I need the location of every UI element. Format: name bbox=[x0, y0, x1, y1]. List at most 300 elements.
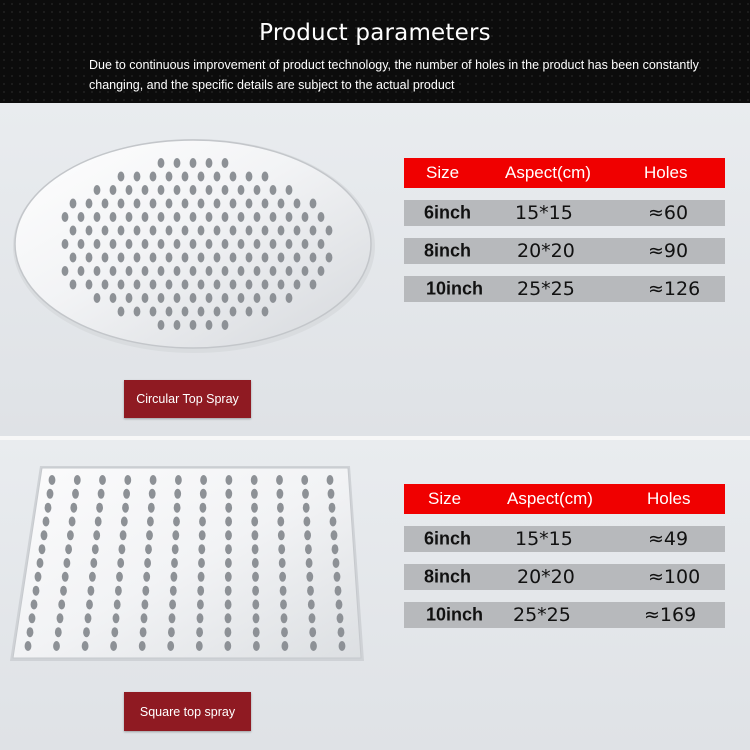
nozzle bbox=[225, 544, 232, 554]
nozzle bbox=[230, 199, 237, 209]
nozzle bbox=[198, 307, 205, 317]
nozzle bbox=[330, 517, 337, 527]
nozzle bbox=[83, 627, 90, 637]
nozzle bbox=[254, 185, 261, 195]
nozzle bbox=[333, 558, 340, 568]
nozzle bbox=[148, 503, 155, 513]
nozzle bbox=[225, 530, 232, 540]
row-size: 6inch bbox=[424, 528, 472, 549]
nozzle bbox=[238, 239, 245, 249]
nozzle bbox=[190, 158, 197, 168]
nozzle bbox=[278, 544, 285, 554]
nozzle bbox=[123, 489, 130, 499]
nozzle bbox=[118, 226, 125, 236]
nozzle bbox=[146, 530, 153, 540]
nozzle bbox=[281, 627, 288, 637]
nozzle bbox=[328, 489, 335, 499]
nozzle bbox=[253, 613, 260, 623]
nozzle bbox=[70, 503, 77, 513]
nozzle bbox=[94, 212, 101, 222]
nozzle bbox=[304, 530, 311, 540]
nozzle bbox=[199, 517, 206, 527]
nozzle bbox=[225, 600, 232, 610]
nozzle bbox=[149, 489, 156, 499]
row-aspect: 25*25 bbox=[517, 278, 575, 300]
nozzle bbox=[182, 172, 189, 182]
nozzle bbox=[336, 600, 343, 610]
table-header bbox=[404, 484, 725, 514]
nozzle bbox=[90, 558, 97, 568]
nozzle bbox=[150, 253, 157, 263]
nozzle bbox=[118, 172, 125, 182]
nozzle bbox=[35, 572, 42, 582]
nozzle bbox=[222, 266, 229, 276]
table-row bbox=[404, 564, 725, 590]
nozzle bbox=[277, 503, 284, 513]
nozzle bbox=[222, 185, 229, 195]
nozzle bbox=[309, 627, 316, 637]
nozzle bbox=[182, 199, 189, 209]
nozzle bbox=[174, 239, 181, 249]
nozzle bbox=[114, 600, 121, 610]
row-aspect: 20*20 bbox=[517, 240, 575, 262]
nozzle bbox=[43, 517, 50, 527]
nozzle bbox=[118, 280, 125, 290]
nozzle bbox=[86, 253, 93, 263]
nozzle bbox=[214, 172, 221, 182]
nozzle bbox=[158, 239, 165, 249]
nozzle bbox=[214, 253, 221, 263]
square-top-spray-label: Square top spray bbox=[124, 692, 251, 731]
row-holes: ≈60 bbox=[648, 202, 689, 224]
nozzle bbox=[206, 212, 213, 222]
nozzle bbox=[88, 586, 95, 596]
nozzle bbox=[337, 613, 344, 623]
nozzle bbox=[113, 613, 120, 623]
nozzle bbox=[134, 172, 141, 182]
nozzle bbox=[102, 199, 109, 209]
nozzle bbox=[198, 280, 205, 290]
nozzle bbox=[206, 158, 213, 168]
nozzle bbox=[150, 226, 157, 236]
row-size: 10inch bbox=[426, 278, 484, 299]
nozzle bbox=[206, 293, 213, 303]
nozzle bbox=[200, 475, 207, 485]
nozzle bbox=[252, 544, 259, 554]
nozzle bbox=[222, 320, 229, 330]
nozzle bbox=[158, 158, 165, 168]
nozzle bbox=[82, 641, 89, 651]
nozzle bbox=[118, 253, 125, 263]
nozzle bbox=[78, 266, 85, 276]
nozzle bbox=[302, 212, 309, 222]
nozzle bbox=[254, 212, 261, 222]
nozzle bbox=[53, 641, 60, 651]
nozzle bbox=[126, 266, 133, 276]
nozzle bbox=[93, 530, 100, 540]
nozzle bbox=[246, 226, 253, 236]
header-aspect: Aspect(cm) bbox=[507, 489, 593, 508]
nozzle bbox=[294, 226, 301, 236]
nozzle bbox=[230, 280, 237, 290]
nozzle bbox=[301, 475, 308, 485]
nozzle bbox=[338, 627, 345, 637]
nozzle bbox=[190, 320, 197, 330]
nozzle bbox=[190, 239, 197, 249]
nozzle bbox=[309, 613, 316, 623]
nozzle bbox=[246, 172, 253, 182]
nozzle bbox=[270, 212, 277, 222]
nozzle bbox=[126, 239, 133, 249]
nozzle bbox=[70, 280, 77, 290]
nozzle bbox=[206, 320, 213, 330]
nozzle bbox=[126, 212, 133, 222]
nozzle bbox=[262, 280, 269, 290]
header-size: Size bbox=[426, 163, 460, 182]
nozzle bbox=[70, 199, 77, 209]
nozzle bbox=[110, 293, 117, 303]
nozzle bbox=[29, 613, 36, 623]
nozzle bbox=[277, 489, 284, 499]
nozzle bbox=[166, 226, 173, 236]
nozzle bbox=[270, 293, 277, 303]
nozzle bbox=[225, 489, 232, 499]
nozzle bbox=[110, 212, 117, 222]
nozzle bbox=[140, 627, 147, 637]
nozzle bbox=[174, 320, 181, 330]
nozzle bbox=[206, 185, 213, 195]
nozzle bbox=[327, 475, 334, 485]
nozzle bbox=[310, 253, 317, 263]
nozzle bbox=[142, 586, 149, 596]
nozzle bbox=[251, 517, 258, 527]
nozzle bbox=[182, 226, 189, 236]
nozzle bbox=[253, 641, 260, 651]
nozzle bbox=[230, 253, 237, 263]
nozzle bbox=[31, 600, 38, 610]
nozzle bbox=[329, 503, 336, 513]
nozzle bbox=[286, 185, 293, 195]
nozzle bbox=[37, 558, 44, 568]
nozzle bbox=[254, 293, 261, 303]
table-row bbox=[404, 526, 725, 552]
nozzle bbox=[139, 641, 146, 651]
nozzle bbox=[62, 212, 69, 222]
nozzle bbox=[167, 641, 174, 651]
nozzle bbox=[197, 600, 204, 610]
nozzle bbox=[251, 475, 258, 485]
nozzle bbox=[199, 530, 206, 540]
row-aspect: 25*25 bbox=[513, 604, 571, 626]
nozzle bbox=[254, 239, 261, 249]
header-holes: Holes bbox=[647, 489, 691, 508]
nozzle bbox=[142, 293, 149, 303]
nozzle bbox=[150, 199, 157, 209]
nozzle bbox=[174, 503, 181, 513]
nozzle bbox=[174, 293, 181, 303]
nozzle bbox=[246, 199, 253, 209]
nozzle bbox=[102, 280, 109, 290]
nozzle bbox=[331, 530, 338, 540]
nozzle bbox=[173, 517, 180, 527]
nozzle bbox=[270, 266, 277, 276]
nozzle bbox=[86, 280, 93, 290]
nozzle bbox=[254, 266, 261, 276]
nozzle bbox=[174, 489, 181, 499]
nozzle bbox=[225, 613, 232, 623]
nozzle bbox=[27, 627, 34, 637]
nozzle bbox=[304, 517, 311, 527]
row-aspect: 15*15 bbox=[515, 528, 573, 550]
nozzle bbox=[168, 627, 175, 637]
nozzle bbox=[214, 199, 221, 209]
nozzle bbox=[303, 503, 310, 513]
nozzle bbox=[252, 558, 259, 568]
nozzle bbox=[57, 613, 64, 623]
nozzle bbox=[122, 503, 129, 513]
nozzle bbox=[310, 641, 317, 651]
nozzle bbox=[279, 572, 286, 582]
nozzle bbox=[278, 226, 285, 236]
nozzle bbox=[222, 293, 229, 303]
nozzle bbox=[294, 253, 301, 263]
row-size: 8inch bbox=[424, 240, 472, 261]
row-size: 8inch bbox=[424, 566, 472, 587]
nozzle bbox=[200, 503, 207, 513]
nozzle bbox=[60, 586, 67, 596]
nozzle bbox=[251, 489, 258, 499]
nozzle bbox=[182, 280, 189, 290]
nozzle bbox=[94, 239, 101, 249]
nozzle bbox=[70, 226, 77, 236]
circular-spec-table bbox=[404, 158, 725, 302]
nozzle bbox=[326, 226, 333, 236]
nozzle bbox=[142, 239, 149, 249]
nozzle bbox=[74, 475, 81, 485]
row-aspect: 20*20 bbox=[517, 566, 575, 588]
nozzle bbox=[276, 475, 283, 485]
nozzle bbox=[98, 489, 105, 499]
nozzle bbox=[326, 253, 333, 263]
nozzle bbox=[166, 253, 173, 263]
nozzle bbox=[174, 185, 181, 195]
nozzle bbox=[214, 307, 221, 317]
nozzle bbox=[94, 293, 101, 303]
nozzle bbox=[214, 280, 221, 290]
nozzle bbox=[96, 503, 103, 513]
nozzle bbox=[225, 586, 232, 596]
nozzle bbox=[278, 280, 285, 290]
square-shower-head-image bbox=[8, 462, 368, 666]
nozzle bbox=[222, 158, 229, 168]
nozzle bbox=[134, 307, 141, 317]
nozzle bbox=[39, 544, 46, 554]
nozzle bbox=[47, 489, 54, 499]
nozzle bbox=[142, 600, 149, 610]
circular-top-spray-label: Circular Top Spray bbox=[124, 380, 251, 418]
nozzle bbox=[62, 572, 69, 582]
nozzle bbox=[280, 586, 287, 596]
nozzle bbox=[206, 239, 213, 249]
nozzle bbox=[150, 307, 157, 317]
nozzle bbox=[49, 475, 56, 485]
nozzle bbox=[62, 239, 69, 249]
nozzle bbox=[226, 475, 233, 485]
nozzle bbox=[92, 544, 99, 554]
nozzle bbox=[172, 530, 179, 540]
nozzle bbox=[141, 613, 148, 623]
nozzle bbox=[117, 558, 124, 568]
nozzle bbox=[145, 544, 152, 554]
row-holes: ≈49 bbox=[648, 528, 689, 550]
nozzle bbox=[190, 185, 197, 195]
nozzle bbox=[64, 558, 71, 568]
table-row bbox=[404, 238, 725, 264]
nozzle bbox=[286, 266, 293, 276]
nozzle bbox=[310, 226, 317, 236]
nozzle bbox=[310, 199, 317, 209]
nozzle bbox=[150, 475, 157, 485]
nozzle bbox=[197, 613, 204, 623]
nozzle bbox=[278, 253, 285, 263]
row-aspect: 15*15 bbox=[515, 202, 573, 224]
nozzle bbox=[230, 226, 237, 236]
nozzle bbox=[310, 280, 317, 290]
nozzle bbox=[65, 544, 72, 554]
nozzle bbox=[230, 172, 237, 182]
nozzle bbox=[174, 266, 181, 276]
nozzle bbox=[196, 627, 203, 637]
nozzle bbox=[118, 199, 125, 209]
nozzle bbox=[318, 266, 325, 276]
nozzle bbox=[166, 280, 173, 290]
nozzle bbox=[124, 475, 131, 485]
nozzle bbox=[158, 212, 165, 222]
nozzle bbox=[158, 266, 165, 276]
nozzle bbox=[45, 503, 52, 513]
nozzle bbox=[110, 239, 117, 249]
row-size: 6inch bbox=[424, 202, 472, 223]
nozzle bbox=[126, 185, 133, 195]
table-header bbox=[404, 158, 725, 188]
nozzle bbox=[110, 641, 117, 651]
nozzle bbox=[78, 212, 85, 222]
nozzle bbox=[85, 613, 92, 623]
nozzle bbox=[278, 530, 285, 540]
nozzle bbox=[182, 307, 189, 317]
nozzle bbox=[339, 641, 346, 651]
nozzle bbox=[99, 475, 106, 485]
nozzle bbox=[111, 627, 118, 637]
nozzle bbox=[190, 212, 197, 222]
nozzle bbox=[134, 280, 141, 290]
nozzle bbox=[174, 158, 181, 168]
nozzle bbox=[225, 572, 232, 582]
nozzle bbox=[294, 199, 301, 209]
nozzle bbox=[308, 600, 315, 610]
nozzle bbox=[182, 253, 189, 263]
nozzle bbox=[214, 226, 221, 236]
row-holes: ≈169 bbox=[644, 604, 697, 626]
nozzle bbox=[134, 253, 141, 263]
nozzle bbox=[120, 530, 127, 540]
nozzle bbox=[238, 185, 245, 195]
nozzle bbox=[225, 503, 232, 513]
nozzle bbox=[252, 572, 259, 582]
row-holes: ≈126 bbox=[648, 278, 701, 300]
nozzle bbox=[335, 586, 342, 596]
nozzle bbox=[78, 239, 85, 249]
nozzle bbox=[86, 199, 93, 209]
nozzle bbox=[294, 280, 301, 290]
nozzle bbox=[190, 293, 197, 303]
nozzle bbox=[95, 517, 102, 527]
nozzle bbox=[69, 517, 76, 527]
nozzle bbox=[252, 600, 259, 610]
nozzle bbox=[332, 544, 339, 554]
nozzle bbox=[118, 307, 125, 317]
nozzle bbox=[198, 199, 205, 209]
nozzle bbox=[280, 600, 287, 610]
nozzle bbox=[126, 293, 133, 303]
header-aspect: Aspect(cm) bbox=[505, 163, 591, 182]
nozzle bbox=[246, 253, 253, 263]
nozzle bbox=[262, 199, 269, 209]
nozzle bbox=[62, 266, 69, 276]
nozzle bbox=[206, 266, 213, 276]
nozzle bbox=[121, 517, 128, 527]
nozzle bbox=[86, 600, 93, 610]
nozzle bbox=[262, 226, 269, 236]
nozzle bbox=[89, 572, 96, 582]
nozzle bbox=[25, 641, 32, 651]
nozzle bbox=[225, 517, 232, 527]
nozzle bbox=[110, 266, 117, 276]
nozzle bbox=[169, 600, 176, 610]
nozzle bbox=[150, 280, 157, 290]
nozzle bbox=[142, 185, 149, 195]
header-size: Size bbox=[428, 489, 462, 508]
nozzle bbox=[198, 226, 205, 236]
nozzle bbox=[278, 199, 285, 209]
nozzle bbox=[302, 489, 309, 499]
nozzle bbox=[270, 185, 277, 195]
nozzle bbox=[119, 544, 126, 554]
nozzle bbox=[224, 641, 231, 651]
nozzle bbox=[198, 172, 205, 182]
nozzle bbox=[307, 586, 314, 596]
nozzle bbox=[222, 212, 229, 222]
nozzle bbox=[172, 544, 179, 554]
nozzle bbox=[158, 293, 165, 303]
nozzle bbox=[171, 572, 178, 582]
nozzle bbox=[174, 212, 181, 222]
header-note: Due to continuous improvement of product technology, the number of holes in the product has been constantly changing, and the specific details are subject to the actual product bbox=[89, 58, 699, 92]
nozzle bbox=[286, 293, 293, 303]
nozzle bbox=[102, 226, 109, 236]
nozzle bbox=[94, 185, 101, 195]
header-holes: Holes bbox=[644, 163, 688, 182]
nozzle bbox=[110, 185, 117, 195]
nozzle bbox=[286, 239, 293, 249]
nozzle bbox=[102, 253, 109, 263]
nozzle bbox=[270, 239, 277, 249]
nozzle bbox=[134, 226, 141, 236]
nozzle bbox=[175, 475, 182, 485]
row-holes: ≈100 bbox=[648, 566, 701, 588]
nozzle bbox=[115, 586, 122, 596]
nozzle bbox=[225, 627, 232, 637]
